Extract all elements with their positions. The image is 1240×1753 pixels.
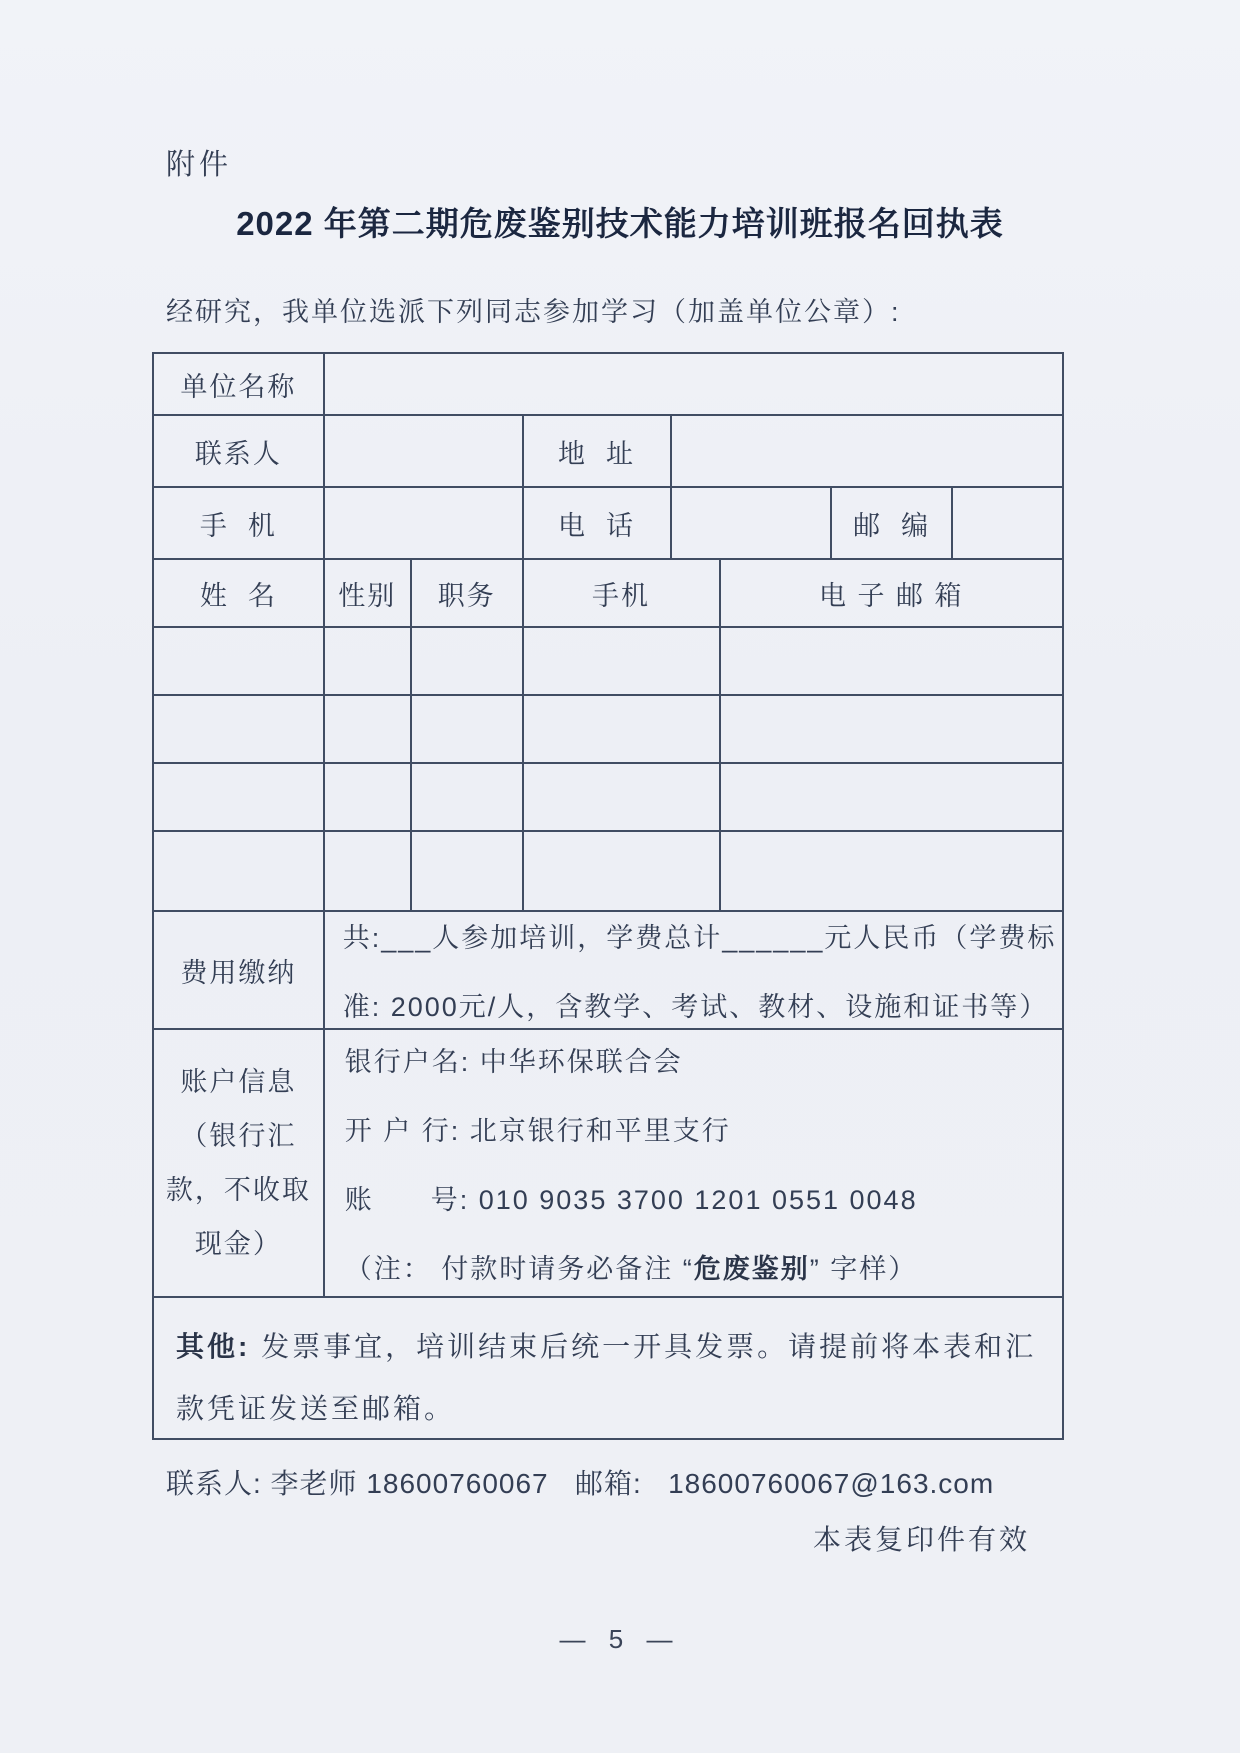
fee-line-1: 共:___人参加培训，学费总计______元人民币（学费标 <box>342 923 1057 953</box>
attendee-mobile-cell <box>524 628 721 694</box>
contact-address-row <box>154 416 1062 488</box>
payment-note-prefix: （注： 付款时请务必备注 “ <box>344 1254 694 1284</box>
attendee-row <box>154 628 1062 696</box>
attendee-gender-cell <box>325 764 412 830</box>
attendee-mobile-cell <box>524 832 721 910</box>
fee-label: 费用缴纳 <box>154 912 325 1028</box>
attendee-gender-cell <box>325 628 412 694</box>
gender-column-header: 性别 <box>325 560 412 626</box>
attendee-position-cell <box>412 628 524 694</box>
payment-note <box>345 1247 918 1286</box>
contact-value <box>325 416 524 486</box>
attendee-name-cell <box>154 628 325 694</box>
footer-contact-line: 联系人: 李老师 18600760067 邮箱: 18600760067@163.com <box>166 1468 995 1499</box>
attendee-position-cell <box>412 764 524 830</box>
account-content <box>325 1030 1062 1296</box>
mobile-column-header: 手机 <box>524 560 721 626</box>
bank-account-name: 银行户名: 中华环保联合会 <box>344 1047 683 1077</box>
attendee-name-cell <box>154 764 325 830</box>
telephone-label: 电 话 <box>524 488 672 558</box>
attendee-row <box>154 832 1062 912</box>
account-label-line: （银行汇 <box>180 1121 297 1151</box>
payment-note-suffix: ” 字样） <box>809 1254 918 1284</box>
attachment-label: 附件 <box>166 149 233 181</box>
account-label-line: 账户信息 <box>180 1067 297 1097</box>
attendee-position-cell <box>412 832 524 910</box>
attendee-email-cell <box>721 696 1062 762</box>
org-name-row <box>154 354 1062 416</box>
telephone-value <box>672 488 833 558</box>
org-name-value <box>325 354 1062 414</box>
attendee-header-row <box>154 560 1062 628</box>
attendee-row <box>154 696 1062 764</box>
attendee-email-cell <box>721 628 1062 694</box>
zip-value <box>953 488 1062 558</box>
account-label-line: 款，不收取 <box>165 1175 311 1205</box>
email-column-header: 电 子 邮 箱 <box>819 580 964 611</box>
intro-text: 经研究，我单位选派下列同志参加学习（加盖单位公章）: <box>166 297 901 327</box>
attendee-mobile-cell <box>524 696 721 762</box>
attendee-name-cell <box>154 832 325 910</box>
position-column-header: 职务 <box>412 560 524 626</box>
contact-label: 联系人 <box>154 416 325 486</box>
other-content <box>154 1298 1062 1438</box>
account-row <box>154 1030 1062 1298</box>
page-number: — 5 — <box>559 1624 681 1654</box>
bank-branch: 开 户 行: 北京银行和平里支行 <box>344 1116 731 1146</box>
address-label: 地 址 <box>524 416 672 486</box>
fee-content <box>325 912 1062 1028</box>
account-label <box>154 1030 325 1296</box>
other-text: 发票事宜，培训结束后统一开具发票。请提前将本表和汇款凭证发送至邮箱。 <box>176 1331 1037 1424</box>
mobile-value <box>325 488 524 558</box>
copy-validity-note: 本表复印件有效 <box>812 1524 1030 1555</box>
mobile-tel-zip-row <box>154 488 1062 560</box>
attendee-position-cell <box>412 696 524 762</box>
attendee-email-cell <box>721 764 1062 830</box>
fee-line-2: 准: 2000元/人，含教学、考试、教材、设施和证书等） <box>342 992 1049 1022</box>
bank-account-number: 账 号: 010 9035 3700 1201 0551 0048 <box>344 1185 918 1215</box>
attendee-email-cell <box>721 832 1062 910</box>
mobile-label: 手 机 <box>154 488 325 558</box>
registration-table <box>152 352 1064 1440</box>
payment-note-keyword: 危废鉴别 <box>693 1254 810 1284</box>
account-label-line: 现金） <box>194 1229 282 1259</box>
other-label: 其他: <box>176 1331 251 1362</box>
name-column-header: 姓 名 <box>154 560 325 626</box>
attendee-name-cell <box>154 696 325 762</box>
attendee-gender-cell <box>325 696 412 762</box>
other-row <box>154 1298 1062 1438</box>
page-title: 2022 年第二期危废鉴别技术能力培训班报名回执表 <box>236 205 1004 242</box>
fee-row <box>154 912 1062 1030</box>
attendee-mobile-cell <box>524 764 721 830</box>
attendee-row <box>154 764 1062 832</box>
attendee-gender-cell <box>325 832 412 910</box>
zip-label: 邮 编 <box>832 488 953 558</box>
org-name-label: 单位名称 <box>154 354 325 414</box>
address-value <box>672 416 1062 486</box>
